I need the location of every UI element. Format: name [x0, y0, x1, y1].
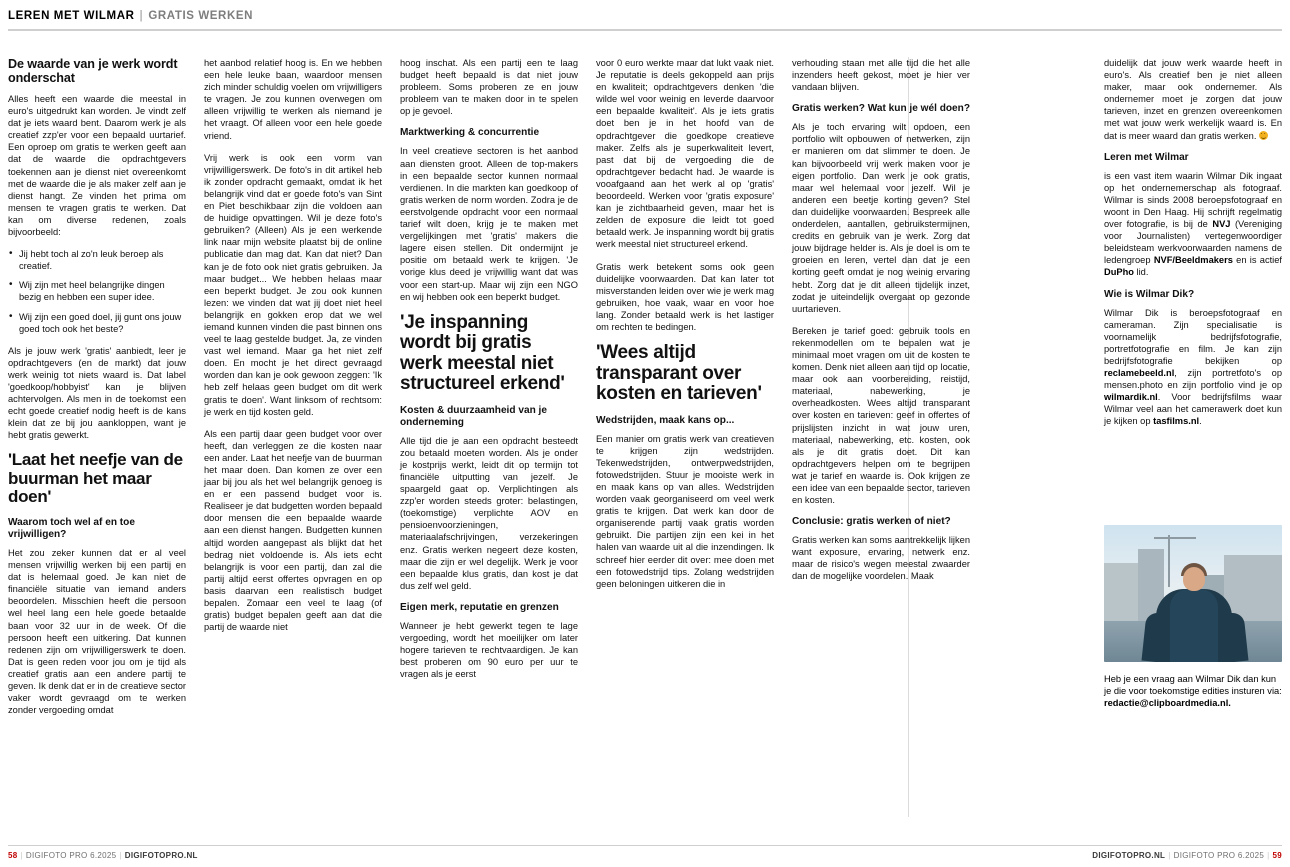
- paragraph-text: duidelijk dat jouw werk waarde heeft in euro's. Als creatief ben je niet alleen maker, maar ook ondernemer. Als ondernemer moet je zorgen dat jouw tarieven, inzet en grenzen overeenkomen met wat jouw werk werkelijk waard is. En dat is meer waard dan gratis werken.: [1104, 58, 1282, 141]
- masthead-separator: |: [139, 10, 144, 22]
- paragraph: verhouding staan met alle tijd die het alle inzenders heeft gekost, moet je hier ver vandaan blijven.: [792, 58, 970, 93]
- footer-rule: [8, 845, 1282, 846]
- text-run: , zijn portretfoto's op mensen.photo en zijn portfolio vind je op: [1104, 367, 1282, 391]
- text-run: .: [1199, 416, 1202, 427]
- article-column-1: [8, 57, 186, 726]
- page-number-left: 58: [8, 851, 18, 860]
- paragraph: hoog inschat. Als een partij een te laag budget heeft bepaald is dat niet jouw probleem. Soms proberen ze en jouw probleem van te maken door in te spelen op je gevoel.: [400, 58, 578, 117]
- footer-sep: |: [1168, 851, 1171, 860]
- article-column-4: [596, 57, 774, 600]
- footer-sep: |: [119, 851, 122, 860]
- paragraph: [1104, 307, 1282, 428]
- paragraph: Gratis werk betekent soms ook geen duidelijke voorwaarden. Dat kan later tot misverstanden leiden over wie je werk mag gebruiken, hoe vaak, waar en voor hoe lang. Zonder betaald werk is het lastiger om rechten te bedingen.: [596, 261, 774, 332]
- link-reclamebeeld[interactable]: reclamebeeld.nl: [1104, 367, 1175, 378]
- paragraph: Als een partij daar geen budget voor over heeft, dan verleggen ze die kosten naar een ander. Laat het neefje van de buurman het maar doen. Dan komen ze over een jaar bij jou als het wel belangrijk genoeg is en er een passend budget voor is. Realiseer je dat budgetten worden bepaald door mensen die een bepaalde waarde aan een dienst hangen. Budgetten kunnen altijd worden aangepast als blijkt dat het bedrag niet voldoende is. Als iets echt belangrijk is voor een partij, dan zal die partij altijd eerst offertes opvragen en op basis daarvan een realistisch budget bepalen. Zomaar een veel te laag (of gratis) budget bepalen geeft aan dat die partij de waarde niet: [204, 428, 382, 633]
- link-tasfilms[interactable]: tasfilms.nl: [1153, 416, 1200, 427]
- footer-right: [1092, 851, 1282, 860]
- link-nvj[interactable]: NVJ: [1212, 219, 1231, 230]
- footer-issue-left: DIGIFOTO PRO 6.2025: [25, 851, 117, 860]
- smiley-icon: [1259, 131, 1268, 140]
- footer-sep: |: [20, 851, 23, 860]
- reasons-list: [8, 248, 186, 335]
- sidebar-column: [1104, 57, 1282, 427]
- section-heading: Wie is Wilmar Dik?: [1104, 288, 1195, 300]
- text-run: lid.: [1133, 267, 1149, 278]
- section-heading: Kosten & duurzaamheid van je onderneming: [400, 404, 547, 428]
- paragraph: Vrij werk is ook een vorm van vrijwilligerswerk. De foto's in dit artikel heb ik zonder opdracht gemaakt, omdat ik het belangrijk vind dat er goede foto's van Sint en Piet beschikbaar zijn die voldoen aan de huidige opvattingen. Wil je deze foto's gebruiken? (Alleen) Als je een werkende link naar mijn website plaatst bij de online publicatie dan mag dat. Kan dat niet? Dan kan je de foto ook niet gratis gebruiken. Ja maar budget... We hebben helaas maar een beperkt budget. Je zou ook kunnen lezen: we vinden dat wat jij doet niet heel belangrijk en gokken erop dat we wel iemand kunnen vinden die past binnen ons veel te laag gestelde budget. Ja, ze vinden vast wel iemand. Maar ga het niet zelf doen. En mocht je het direct gevraagd worden dan kan je ook gewoon zeggen: 'Ik heb zelf helaas geen budget om dit werk gratis te doen'. Want linksom of rechtsom: je werk en tijd kosten geld.: [204, 152, 382, 417]
- masthead-subtitle: GRATIS WERKEN: [148, 10, 254, 22]
- article-column-3: [400, 57, 578, 690]
- paragraph: Gratis werken kan soms aantrekkelijk lijken want exposure, ervaring, netwerk enz. maar de risico's wegen meestal zwaarder dan de mogelijke voordelen. Maak: [792, 535, 970, 582]
- paragraph: Als je toch ervaring wilt opdoen, een portfolio wilt opbouwen of netwerken, zijn er manieren om dat slimmer te doen. Je kan bijvoorbeeld vrij werk maken voor je eigen portfolio. Dan werk je ook gratis, maar wel helemaal voor jezelf. Wil je anderen een beetje korting geven? Stel dan duidelijke voorwaarden. Bespreek alle onderdelen, aantallen, gebruikstermijnen, credits en gebruik van je werk. Zorg dat jouw bijdrage helder is. Als je doel is om te groeien en leren, vertel dan dat je een korting geeft omdat je nog weinig ervaring hebt. Zorg dat je dit alleen tijdelijk inzet, zodat je uiteindelijk overgaat op gezonde uurtarieven.: [792, 122, 970, 314]
- paragraph: Het zou zeker kunnen dat er al veel mensen vrijwillig werken bij een partij en dat is helemaal goed. Je kan niet de financiële situatie van iemand anders beoordelen. Misschien heeft die persoon wel heel lang een hele goede betaalde baan voor 32 uur in de week. Of die persoon heeft een uitkering. Dat kunnen redenen zijn om vrijwilligerswerk te doen. Dat is geen reden voor jou om je tijd als creatief gratis aan een andere partij te geven. Ik denk dat er in de creatieve sector vaker wordt gevraagd om te werken zonder vergoeding omdat: [8, 547, 186, 716]
- section-heading: Eigen merk, reputatie en grenzen: [400, 601, 559, 613]
- pull-quote: 'Laat het neefje van de buurman het maar doen': [8, 450, 183, 507]
- photo-caption: [1104, 673, 1282, 709]
- section-heading: Leren met Wilmar: [1104, 151, 1189, 163]
- text-run: (Vereniging voor Journalisten) vertegenwoordiger beleidsteam werkvoorwaarden namens de ledengroep: [1104, 219, 1282, 266]
- paragraph: Als je jouw werk 'gratis' aanbiedt, leer je opdrachtgevers (en de markt) dat jouw werk weinig tot niets waard is. Dat label 'goedkoop/hobbyist' kan je blijven achtervolgen. Als men in de toekomst een echt goede creatief nodig heeft is de kans klein dat ze bij jou aankloppen, want je hebt gratis gewerkt.: [8, 345, 186, 441]
- paragraph: Een manier om gratis werk van creatieven te krijgen zijn wedstrijden. Tekenwedstrijden, ontwerpwedstrijden, fotowedstrijden. Stuur je mooiste werk in en maak kans op van alles. Wedstrijden worden vaak georganiseerd om veel werk gratis te krijgen. Dat werk kan door de organiserende partij vaak gratis worden gebruikt. Die partijen zijn een kei in het halen van waarde uit al die inzendingen. Ik schreef hier eerder dit over: mee doen met een fotowedstrijd tips. Zolang wedstrijden geen beloningen uitkeren die in: [596, 433, 774, 589]
- article-column-5: [792, 57, 970, 593]
- section-heading: Marktwerking & concurrentie: [400, 127, 540, 139]
- paragraph: Alle tijd die je aan een opdracht besteedt zou betaald moeten worden. Als je onder je kostprijs werkt, leidt dit op termijn tot financiële uitputting van jezelf. Je spaargeld gaat op. Verplichtingen als zzp'er worden steeds groter: belastingen, (toekomstige) verplichte AOV en pensioenvoorzieningen, materiaalafschrijvingen, verzekeringen enz. Gratis werken negeert deze kosten, maar die zijn er wel degelijk. Werk je voor een bepaalde klus gratis, dan kost je dat dus zelf wel geld.: [400, 435, 578, 591]
- photo-crane-arm: [1154, 537, 1196, 539]
- link-wilmardik[interactable]: wilmardik.nl: [1104, 392, 1158, 403]
- photo-person-head: [1183, 567, 1205, 591]
- page-number-right: 59: [1272, 851, 1282, 860]
- list-item: • Jij hebt toch al zo'n leuk beroep als creatief.: [19, 248, 186, 272]
- section-heading: Wedstrijden, maak kans op...: [596, 414, 735, 426]
- paragraph: Wanneer je hebt gewerkt tegen te lage vergoeding, wordt het moeilijker om later hogere tarieven te rechtvaardigen. Je kan best proberen om 90 euro per uur te vragen als je eerst: [400, 620, 578, 680]
- caption-email[interactable]: redactie@clipboardmedia.nl.: [1104, 698, 1231, 709]
- paragraph: In veel creatieve sectoren is het aanbod aan diensten groot. Alleen de top-makers in een bepaalde sector kunnen normaal verdienen. In die markten kan goedkoop of gratis werken de norm worden. Zodra je de eerstvolgende opdracht voor een normaal tarief wilt doen, krijg je te maken met vergelijkingen met 'gratis' makers die lagere eisen stellen. Dit ondermijnt je positie om betaald werk te krijgen. 'Je vorige klus deed je vrijwillig want dat was voor een start-up. Maar wij zijn een NGO en wij hebben ook een beperkt budget.: [400, 146, 578, 302]
- footer-left: [8, 851, 198, 860]
- article-column-2: [204, 57, 382, 643]
- masthead-brand: LEREN MET WILMAR: [8, 10, 135, 22]
- list-item: • Wij zijn met heel belangrijke dingen bezig en hebben een super idee.: [19, 279, 186, 303]
- pull-quote: 'Je inspanning wordt bij gratis werk meestal niet structureel erkend': [400, 311, 565, 395]
- section-heading: Conclusie: gratis werken of niet?: [792, 516, 951, 528]
- paragraph: Alles heeft een waarde die meestal in euro's uitgedrukt kan worden. Je vindt zelf dat je iets waard bent. Daarom werk je als creatief zzp'er voor een bepaald uurtarief. Een oproep om gratis te werken geeft aan dat de waarde die opdrachtgevers toekennen aan je dienst niet overeenkomt met de waarde die je als maker zelf aan je dienst hangt. Ze vinden het prima om mensen te vragen gratis te werken. Dat kan om diverse redenen, zoals bijvoorbeeld:: [8, 94, 186, 238]
- text-run: en is actief: [1232, 255, 1282, 266]
- paragraph: [1104, 170, 1282, 279]
- photo-crane: [1168, 535, 1170, 587]
- paragraph: voor 0 euro werkte maar dat lukt vaak niet. Je reputatie is deels gekoppeld aan prijs en kwaliteit; opdrachtgevers denken 'die wilde wel voor weinig en leverde daarvoor een bepaalde kwaliteit'. Als je iets gratis doet ben je in het hoofd van de opdrachtgever die goedkope creatieve maker. Zelfs als je superkwaliteit levert, past dat bij de vergoeding die de opdrachtgever bedacht had. Je waarde is vooafgaand aan het werk al op 'gratis' beoordeeld. Werken voor 'gratis exposure' kan je zichtbaarheid geven, maar het is zelden de exposure die leidt tot goed betaald werk. Je inspanning wordt bij gratis werk meestal niet structureel erkend.: [596, 58, 774, 250]
- footer-sep: |: [1267, 851, 1270, 860]
- section-heading: Waarom toch wel af en toe vrijwilligen?: [8, 516, 135, 540]
- paragraph: het aanbod relatief hoog is. En we hebben een hele leuke baan, waardoor mensen zich minder schuldig voelen om vrijwilligers te vragen. Je zou kunnen overwegen om alleen vrijwillig te werken als niemand je het vraagt. Of alleen voor een hele goede vriend.: [204, 58, 382, 141]
- text-run: Wilmar Dik is beroepsfotograaf en cameraman. Zijn specialisatie is voornamelijk bedrijfsfotografie, portretfotografie en film. Je kan zijn bedrijfsfotografie bekijken op: [1104, 307, 1282, 366]
- footer-site-left: DIGIFOTOPRO.NL: [124, 851, 198, 860]
- article-lede-heading: De waarde van je werk wordt onderschat: [8, 57, 178, 85]
- author-photo: [1104, 525, 1282, 662]
- list-item: • Wij zijn een goed doel, jij gunt ons jouw goed toch ook het beste?: [19, 311, 186, 335]
- photo-person-shirt: [1170, 589, 1218, 662]
- header-rule: [8, 29, 1282, 31]
- pull-quote: 'Wees altijd transparant over kosten en tarieven': [596, 342, 762, 405]
- footer-issue-right: DIGIFOTO PRO 6.2025: [1173, 851, 1265, 860]
- paragraph: Bereken je tarief goed: gebruik tools en rekenmodellen om te bepalen wat je minimaal moet vragen om uit de kosten te komen. Denk niet alleen aan tijd op locatie, maar ook aan voorbereiding, reistijd, materiaal, nabewerking, je overheadkosten. Wees altijd transparant over kosten en tarieven: geef in offertes of prijslijsten inzicht in wat jouw uren, materiaal, nabewerking, etc. kosten, ook als je dit gratis doet. Dit kan opdrachtgevers helpen om te begrijpen wat je tarief en waarde is. Ook krijgen ze een idee van een bepaalde sector, tarieven en kosten.: [792, 325, 970, 506]
- section-heading: Gratis werken? Wat kun je wél doen?: [792, 103, 970, 115]
- footer-site-right: DIGIFOTOPRO.NL: [1092, 851, 1166, 860]
- masthead: [8, 10, 1282, 22]
- caption-text: Heb je een vraag aan Wilmar Dik dan kun je die voor toekomstige edities insturen via:: [1104, 674, 1282, 697]
- link-dupho[interactable]: DuPho: [1104, 267, 1134, 278]
- text-run: is een vast item waarin Wilmar Dik ingaat op het ondernemerschap als fotograaf. Wilmar is sinds 2008 beroepsfotograaf en woont in Den Haag. Hij schrijft regelmatig over fotografie, is bij de: [1104, 170, 1282, 230]
- text-run: . Voor bedrijfsfilms waar Wilmar veel aan het camerawerk doet kun je kijken op: [1104, 392, 1282, 427]
- paragraph: [1104, 57, 1282, 142]
- link-nvf-beeldmakers[interactable]: NVF/Beeldmakers: [1153, 255, 1233, 266]
